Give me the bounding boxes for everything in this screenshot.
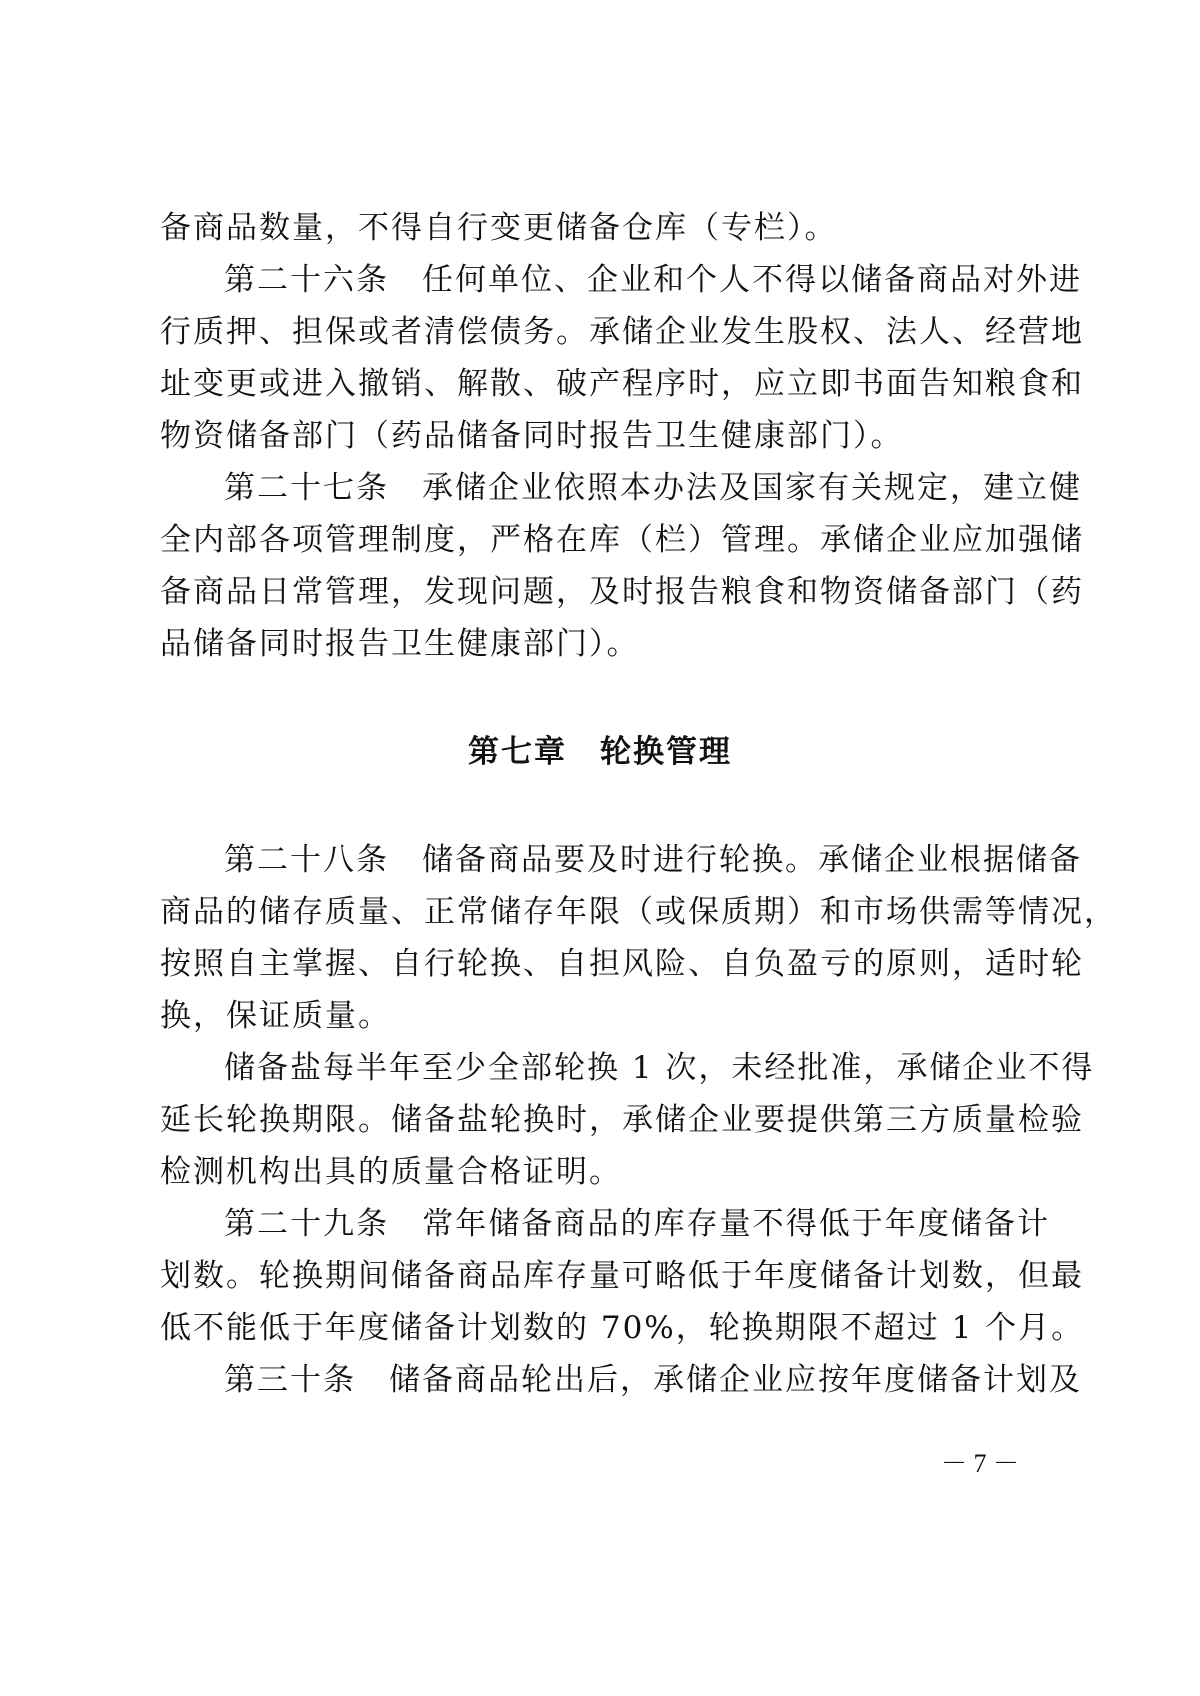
paragraph-line: 延长轮换期限。储备盐轮换时，承储企业要提供第三方质量检验 bbox=[160, 1102, 1084, 1138]
paragraph-line: 按照自主掌握、自行轮换、自担风险、自负盈亏的原则，适时轮 bbox=[160, 946, 1084, 982]
page-number: － 7 － bbox=[940, 1449, 1019, 1478]
paragraph-line: 全内部各项管理制度，严格在库（栏）管理。承储企业应加强储 bbox=[160, 522, 1084, 558]
article-29-line: 第二十九条 常年储备商品的库存量不得低于年度储备计 bbox=[224, 1206, 1050, 1242]
paragraph-line: 检测机构出具的质量合格证明。 bbox=[160, 1154, 622, 1190]
paragraph-line: 物资储备部门（药品储备同时报告卫生健康部门）。 bbox=[160, 418, 904, 454]
paragraph-line: 划数。轮换期间储备商品库存量可略低于年度储备计划数，但最 bbox=[160, 1258, 1084, 1294]
paragraph-line: 备商品日常管理，发现问题，及时报告粮食和物资储备部门（药 bbox=[160, 574, 1084, 610]
article-30-line: 第三十条 储备商品轮出后，承储企业应按年度储备计划及 bbox=[224, 1362, 1082, 1398]
paragraph-line: 品储备同时报告卫生健康部门）。 bbox=[160, 626, 640, 662]
article-28-line: 第二十八条 储备商品要及时进行轮换。承储企业根据储备 bbox=[224, 842, 1082, 878]
paragraph-line: 商品的储存质量、正常储存年限（或保质期）和市场供需等情况， bbox=[160, 894, 1117, 930]
paragraph-line: 址变更或进入撤销、解散、破产程序时，应立即书面告知粮食和 bbox=[160, 366, 1084, 402]
paragraph-line: 行质押、担保或者清偿债务。承储企业发生股权、法人、经营地 bbox=[160, 314, 1084, 350]
paragraph-line: 备商品数量，不得自行变更储备仓库（专栏）。 bbox=[160, 210, 838, 246]
article-26-line: 第二十六条 任何单位、企业和个人不得以储备商品对外进 bbox=[224, 262, 1082, 298]
paragraph-line: 低不能低于年度储备计划数的 70%，轮换期限不超过 1 个月。 bbox=[160, 1310, 1085, 1346]
chapter-title: 第七章 轮换管理 bbox=[468, 734, 732, 770]
salt-reserve-line: 储备盐每半年至少全部轮换 1 次，未经批准，承储企业不得 bbox=[224, 1050, 1095, 1086]
article-27-line: 第二十七条 承储企业依照本办法及国家有关规定，建立健 bbox=[224, 470, 1082, 506]
paragraph-line: 换，保证质量。 bbox=[160, 998, 391, 1034]
